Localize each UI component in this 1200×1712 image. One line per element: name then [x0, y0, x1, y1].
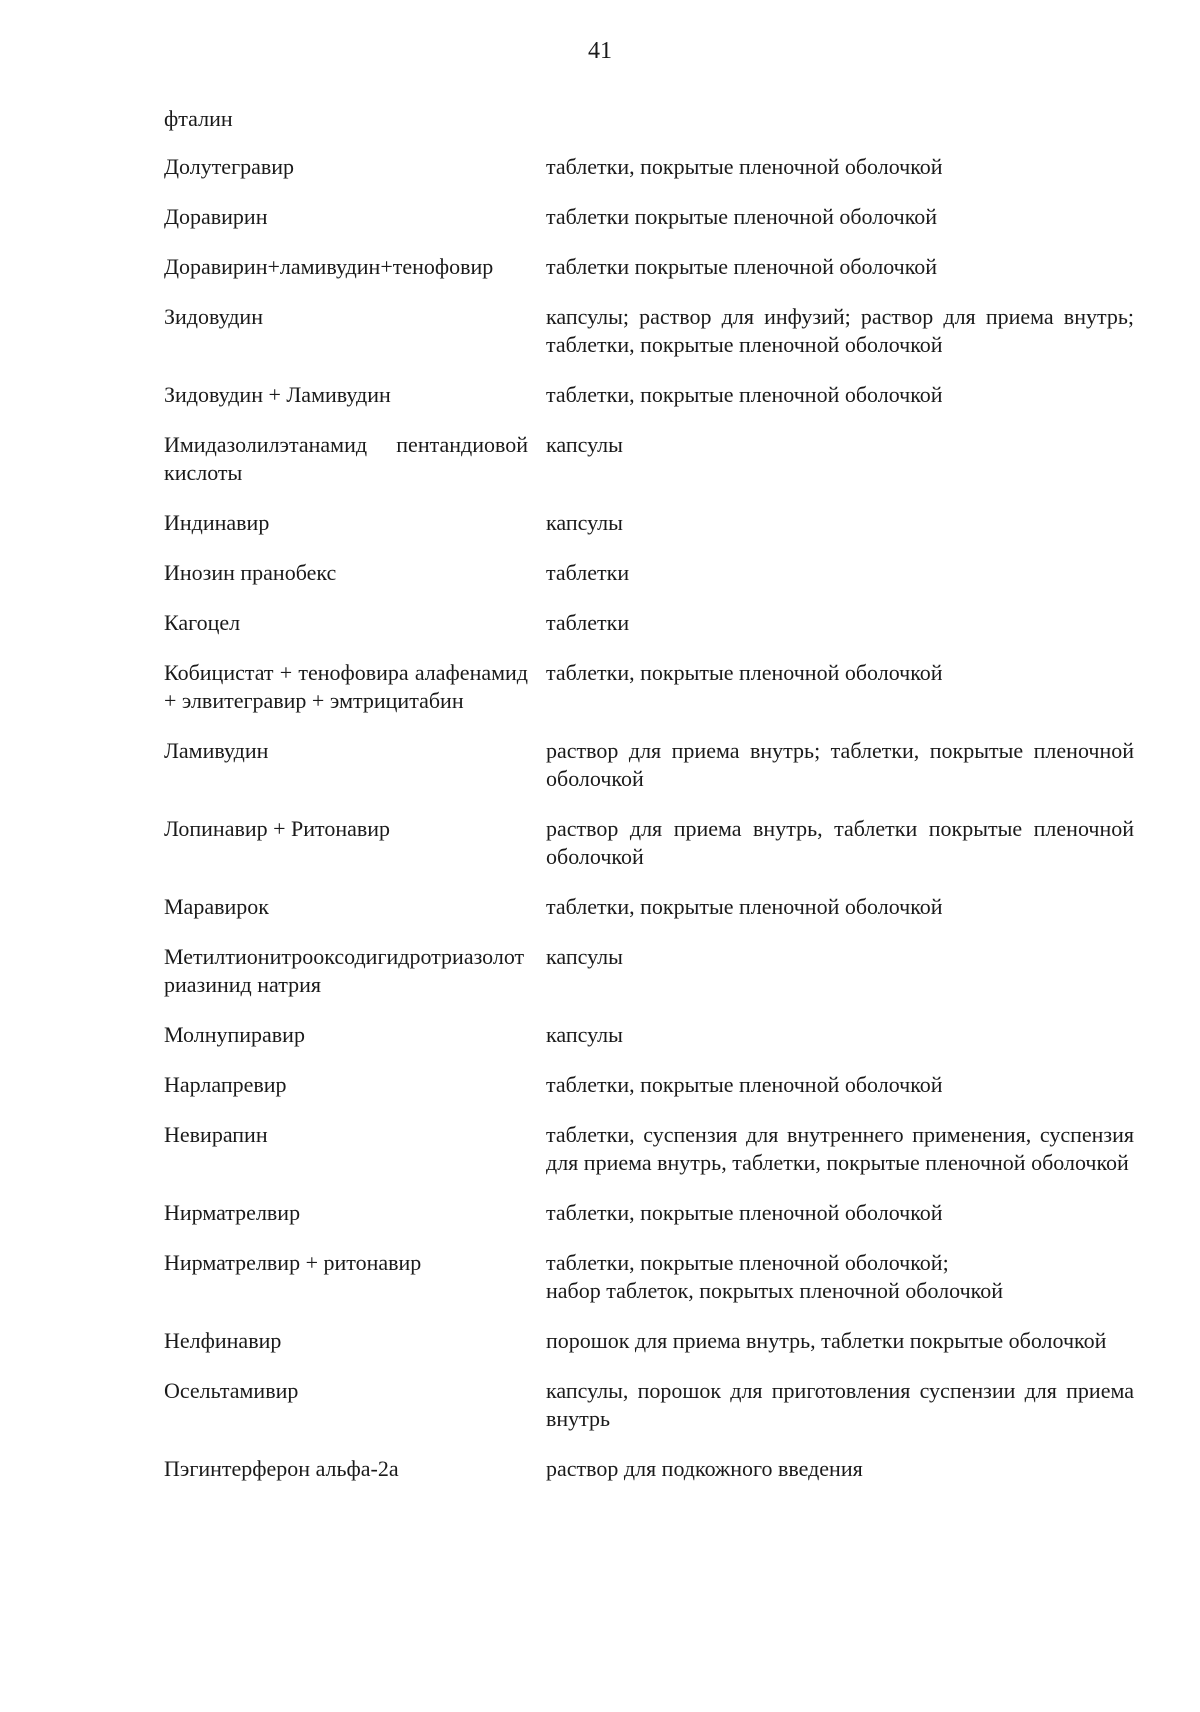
- table-row: [164, 1249, 1134, 1305]
- drug-name: Доравирин+ламивудин+тенофовир: [164, 254, 494, 279]
- dosage-form: таблетки покрытые пленочной оболочкой: [546, 254, 938, 279]
- table-row: [164, 659, 1134, 715]
- drug-name: Лопинавир + Ритонавир: [164, 816, 391, 841]
- table-row: [164, 1455, 1134, 1483]
- drug-name: Инозин пранобекс: [164, 560, 337, 585]
- table-row: [164, 1327, 1134, 1355]
- dosage-form: таблетки, покрытые пленочной оболочкой: [546, 154, 943, 179]
- drug-name: Доравирин: [164, 204, 268, 229]
- drug-name: Нелфинавир: [164, 1328, 282, 1353]
- table-row: [164, 303, 1134, 359]
- table-row: [164, 431, 1134, 487]
- drug-name: Метилтионитрооксодигидротриазолотриазинид натрия: [164, 944, 525, 997]
- dosage-form: капсулы: [546, 944, 623, 969]
- table-row: [164, 609, 1134, 637]
- table-row: [164, 943, 1134, 999]
- dosage-form: капсулы: [546, 432, 623, 457]
- drug-name: Ламивудин: [164, 738, 269, 763]
- drug-name: Имидазолилэтанамид пентандиовой кислоты: [164, 432, 528, 485]
- drug-name: Молнупиравир: [164, 1022, 305, 1047]
- dosage-form-line: набор таблеток, покрытых пленочной оболочкой: [546, 1278, 1003, 1303]
- drug-name: Зидовудин + Ламивудин: [164, 382, 391, 407]
- dosage-form: раствор для приема внутрь; таблетки, покрытые пленочной оболочкой: [546, 738, 1134, 791]
- dosage-form: таблетки: [546, 560, 630, 585]
- drug-name: Нирматрелвир + ритонавир: [164, 1250, 422, 1275]
- dosage-form: таблетки покрытые пленочной оболочкой: [546, 204, 938, 229]
- dosage-form: таблетки, суспензия для внутреннего применения, суспензия для приема внутрь, таблетки, покрытые пленочной оболочкой: [546, 1122, 1134, 1175]
- table-row: [164, 1377, 1134, 1433]
- dosage-form: таблетки, покрытые пленочной оболочкой: [546, 894, 943, 919]
- table-row: [164, 1071, 1134, 1099]
- dosage-form: раствор для подкожного введения: [546, 1456, 863, 1481]
- table-row: [164, 153, 1134, 181]
- dosage-form: капсулы: [546, 1022, 623, 1047]
- drug-name: фталин: [164, 106, 233, 131]
- dosage-form: капсулы, порошок для приготовления суспензии для приема внутрь: [546, 1378, 1134, 1431]
- page-number: 41: [588, 38, 612, 64]
- drug-name: Нирматрелвир: [164, 1200, 301, 1225]
- table-row: [164, 1121, 1134, 1177]
- dosage-form: таблетки, покрытые пленочной оболочкой: [546, 1200, 943, 1225]
- table-row: [164, 893, 1134, 921]
- table-row: [164, 1199, 1134, 1227]
- dosage-form: раствор для приема внутрь, таблетки покрытые пленочной оболочкой: [546, 816, 1134, 869]
- dosage-form: таблетки: [546, 610, 630, 635]
- dosage-form: таблетки, покрытые пленочной оболочкой: [546, 1072, 943, 1097]
- table-row: [164, 737, 1134, 793]
- table-row: [164, 105, 1134, 133]
- drug-name: Кагоцел: [164, 610, 241, 635]
- drug-name: Невирапин: [164, 1122, 268, 1147]
- drug-name: Зидовудин: [164, 304, 263, 329]
- table-row: [164, 509, 1134, 537]
- dosage-form-line: таблетки, покрытые пленочной оболочкой;: [546, 1250, 949, 1275]
- dosage-form: капсулы: [546, 510, 623, 535]
- drug-name: Индинавир: [164, 510, 270, 535]
- drug-name: Маравирок: [164, 894, 269, 919]
- table-row: [164, 1021, 1134, 1049]
- table-row: [164, 381, 1134, 409]
- dosage-form: порошок для приема внутрь, таблетки покрытые оболочкой: [546, 1328, 1107, 1353]
- table-row: [164, 203, 1134, 231]
- drug-name: Пэгинтерферон альфа-2а: [164, 1456, 399, 1481]
- drug-name: Нарлапревир: [164, 1072, 287, 1097]
- dosage-form: капсулы; раствор для инфузий; раствор для приема внутрь; таблетки, покрытые пленочной оболочкой: [546, 304, 1134, 357]
- dosage-form: [546, 1249, 1134, 1305]
- dosage-form: таблетки, покрытые пленочной оболочкой: [546, 382, 943, 407]
- table-row: [164, 559, 1134, 587]
- drug-name: Долутегравир: [164, 154, 295, 179]
- table-row: [164, 253, 1134, 281]
- drug-table: [164, 105, 1134, 1483]
- drug-name: Кобицистат + тенофовира алафенамид + элвитегравир + эмтрицитабин: [164, 660, 528, 713]
- drug-name: Осельтамивир: [164, 1378, 299, 1403]
- table-row: [164, 815, 1134, 871]
- dosage-form: таблетки, покрытые пленочной оболочкой: [546, 660, 943, 685]
